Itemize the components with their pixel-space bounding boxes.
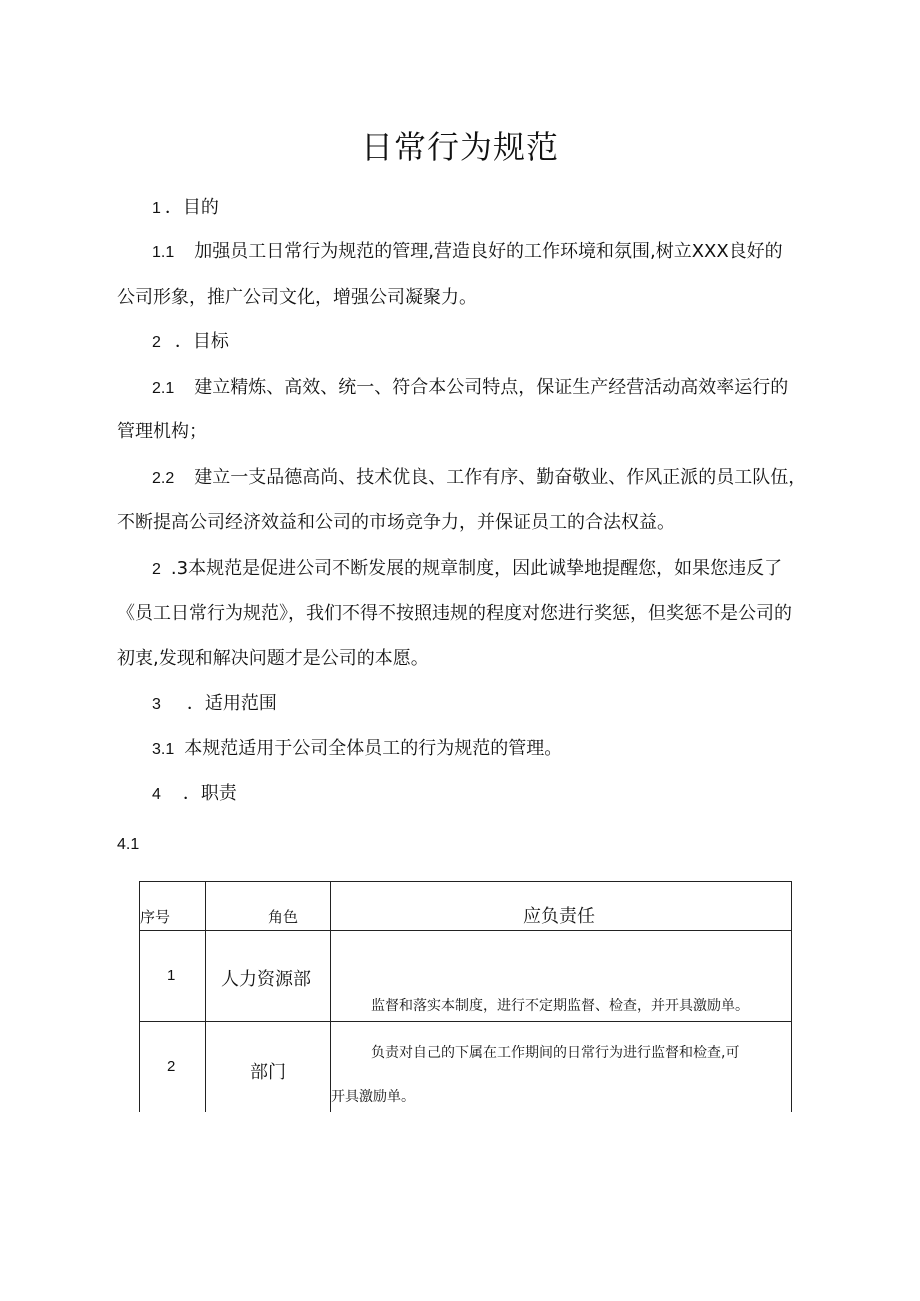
clause-2-2-line1 (152, 466, 806, 491)
row-duty-line1: 监督和落实本制度，进行不定期监督、检查，并开具激励单。 (371, 998, 749, 1014)
clause-text: 建立一支品德高尚、技术优良、工作有序、勤奋敬业、作风正派的员工队伍， (194, 467, 807, 488)
table-row (140, 1022, 792, 1113)
row-duty-line2: 开具激励单。 (331, 1089, 415, 1105)
row-no: 2 (167, 1058, 176, 1075)
header-role: 角色 (268, 908, 299, 926)
section-3-heading (152, 692, 277, 717)
section-number: 4 (152, 786, 161, 803)
section-title: ．目的 (164, 197, 219, 218)
section-1-heading (152, 196, 219, 221)
table-cell-no (140, 1022, 206, 1113)
clause-2-2-line2: 不断提高公司经济效益和公司的市场竞争力，并保证员工的合法权益。 (117, 512, 675, 533)
table-header-cell (331, 882, 792, 931)
section-title: ．职责 (182, 783, 237, 804)
table-row (140, 931, 792, 1022)
clause-3-1 (152, 737, 562, 762)
clause-2-3-line1 (152, 557, 782, 582)
clause-2-1-line2: 管理机构； (117, 421, 207, 442)
clause-number: 4.1 (117, 836, 140, 853)
table-cell-duty (331, 931, 792, 1022)
header-duty: 应负责任 (523, 906, 595, 927)
row-duty-line1: 负责对自己的下属在工作期间的日常行为进行监督和检查,可 (371, 1045, 740, 1061)
section-title: ．目标 (174, 331, 229, 352)
clause-2-3-line2: 《员工日常行为规范》，我们不得不按照违规的程度对您进行奖惩，但奖惩不是公司的 (117, 603, 792, 624)
table-cell-role (206, 1022, 331, 1113)
table-cell-duty (331, 1022, 792, 1113)
clause-2-1-line1 (152, 376, 788, 401)
header-no: 序号 (140, 908, 171, 926)
clause-text: 本规范适用于公司全体员工的行为规范的管理。 (184, 738, 563, 759)
clause-number: 1.1 (152, 244, 175, 261)
clause-number: 2.2 (152, 470, 175, 487)
responsibility-table (139, 881, 792, 1112)
clause-text: 建立精炼、高效、统一、符合本公司特点，保证生产经营活动高效率运行的 (194, 377, 789, 398)
section-2-heading (152, 330, 229, 355)
document-title: 日常行为规范 (360, 128, 559, 166)
table-header-cell (140, 882, 206, 931)
section-4-heading (152, 782, 237, 807)
section-number: 1 (152, 200, 161, 217)
table-header-row (140, 882, 792, 931)
section-title: ．适用范围 (186, 693, 277, 714)
row-role: 部门 (250, 1062, 286, 1083)
clause-4-1 (117, 832, 139, 857)
section-number: 3 (152, 696, 161, 713)
clause-number: 2 (152, 561, 161, 578)
clause-number: 2.1 (152, 380, 175, 397)
clause-1-1-line1 (152, 240, 783, 265)
clause-2-3-line3: 初衷,发现和解决问题才是公司的本愿。 (117, 648, 429, 669)
clause-text: 加强员工日常行为规范的管理,营造良好的工作环境和氛围,树立XXX良好的 (194, 241, 783, 262)
clause-1-1-line2: 公司形象，推广公司文化，增强公司凝聚力。 (117, 287, 477, 308)
row-role: 人力资源部 (221, 969, 311, 990)
section-number: 2 (152, 334, 161, 351)
clause-text: .3本规范是促进公司不断发展的规章制度，因此诚挚地提醒您，如果您违反了 (170, 558, 783, 579)
table-cell-no (140, 931, 206, 1022)
table-header-cell (206, 882, 331, 931)
clause-number: 3.1 (152, 741, 175, 758)
table-cell-role (206, 931, 331, 1022)
row-no: 1 (167, 967, 176, 984)
